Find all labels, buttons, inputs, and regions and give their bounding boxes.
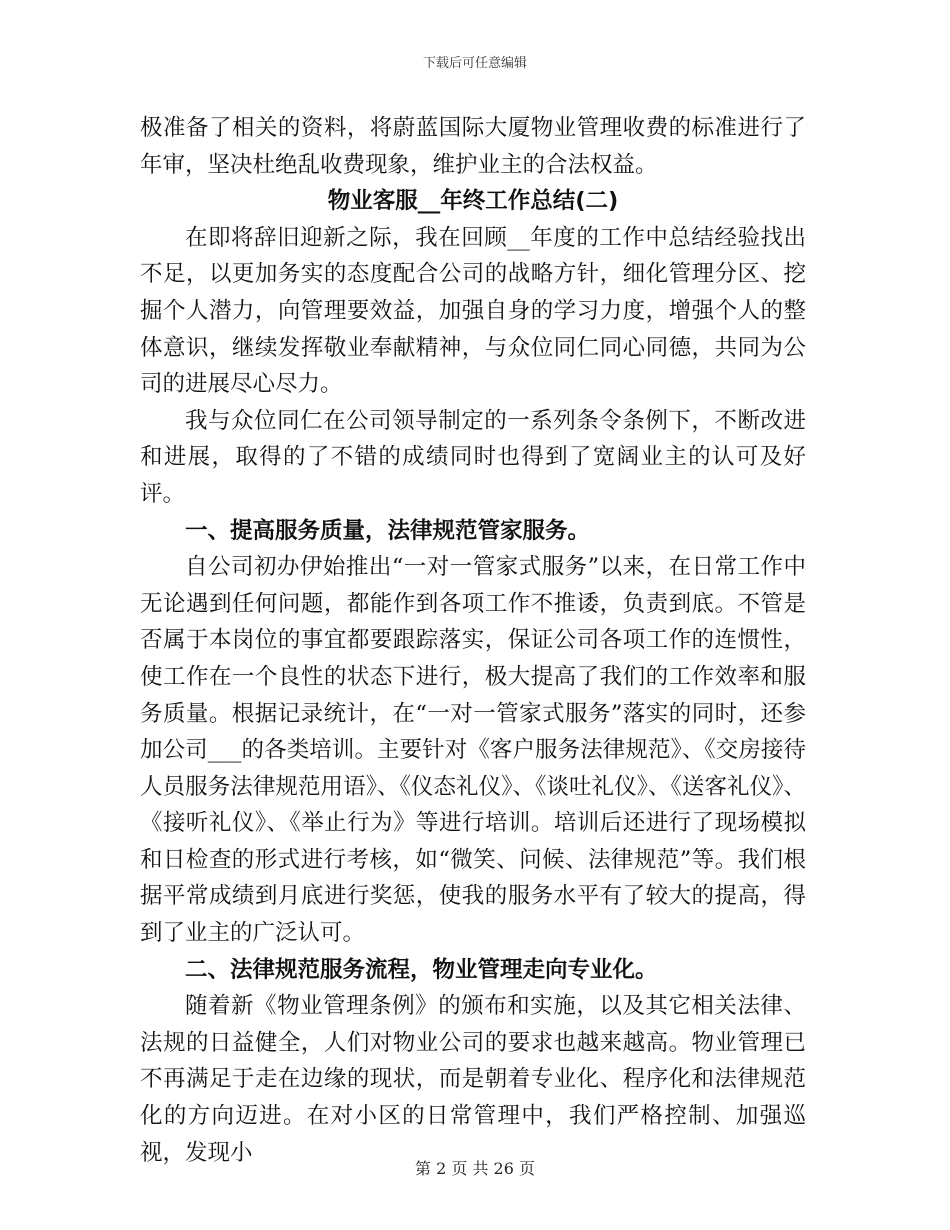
paragraph-summary: 我与众位同仁在公司领导制定的一系列条令条例下，不断改进和进展，取得的了不错的成绩同时也得到了宽阔业主的认可及好评。 (140, 407, 806, 507)
document-title: 物业客服__年终工作总结(二) (327, 188, 619, 215)
section-heading-2: 二、法律规范服务流程，物业管理走向专业化。 (185, 956, 658, 983)
section-heading-1: 一、提高服务质量，法律规范管家服务。 (185, 517, 591, 544)
page-header-note: 下载后可任意编辑 (422, 56, 527, 71)
paragraph-intro: 在即将辞旧迎新之际，我在回顾__年度的工作中总结经验找出不足，以更加务实的态度配合公司的战略方针，细化管理分区、挖掘个人潜力，向管理要效益，加强自身的学习力度，增强个人的整体意识，继续发挥敬业奉献精神，与众位同仁同心同德，共同为公司的进展尽心尽力。 (140, 224, 806, 398)
page-number: 第 2 页 共 26 页 (415, 1159, 535, 1178)
continued-paragraph: 极准备了相关的资料，将蔚蓝国际大厦物业管理收费的标准进行了年审，坚决杜绝乱收费现象，维护业主的合法权益。 (140, 115, 806, 178)
paragraph-process: 随着新《物业管理条例》的颁布和实施，以及其它相关法律、法规的日益健全，人们对物业公司的要求也越来越高。物业管理已不再满足于走在边缘的现状，而是朝着专业化、程序化和法律规范化的方向迈进。在对小区的日常管理中，我们严格控制、加强巡视，发现小 (140, 993, 806, 1166)
paragraph-service: 自公司初办伊始推出“一对一管家式服务”以来，在日常工作中无论遇到任何问题，都能作到各项工作不推诿，负责到底。不管是否属于本岗位的事宜都要跟踪落实，保证公司各项工作的连惯性，使工作在一个良性的状态下进行，极大提高了我们的工作效率和服务质量。根据记录统计，在“一对一管家式服务”落实的同时，还参加公司___的各类培训。主要针对《客户服务法律规范》、《交房接待人员服务法律规范用语》、《仪态礼仪》、《谈吐礼仪》、《送客礼仪》、《接听礼仪》、《举止行为》等进行培训。培训后还进行了现场模拟和日检查的形式进行考核，如“微笑、问候、法律规范”等。我们根据平常成绩到月底进行奖惩，使我的服务水平有了较大的提高，得到了业主的广泛认可。 (140, 554, 806, 947)
document-body (140, 110, 806, 1171)
